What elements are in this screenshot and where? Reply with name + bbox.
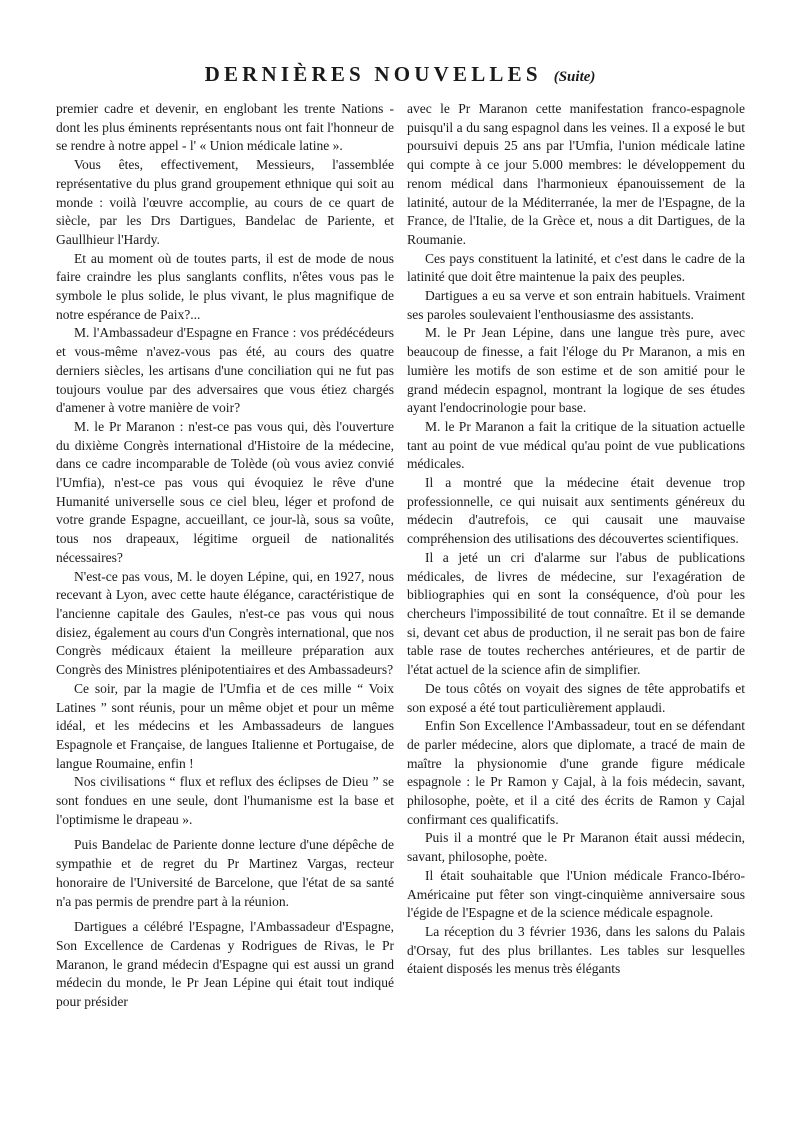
paragraph: M. le Pr Maranon : n'est-ce pas vous qui, dès l'ouverture du dixième Congrès international d'Histoire de la médecine, dans ce cadre incomparable de Tolède (où vous aviez convié l'Umfia), n'est-ce pas vous qui évoquiez le rêve d'une Humanité universelle sous ce ciel bleu, léger et profond de votre grande Espagne, accueillant, ce jour-là, sous sa voûte, tous nos drapeaux, légitime orgueil de nationalités nécessaires?: [56, 418, 394, 565]
paragraph: Puis Bandelac de Pariente donne lecture d'une dépêche de sympathie et de regret du Pr Martinez Vargas, recteur honoraire de l'Université de Barcelone, que l'état de sa santé n'a pas permis de prendre part à la réunion.: [56, 837, 394, 909]
paragraph: M. l'Ambassadeur d'Espagne en France : vos prédécédeurs et vous-même n'avez-vous pas été, au cours des quatre derniers siècles, les artisans d'une conciliation qui ne fut pas toujours voulue par des adversaires que vous étiez chargés d'amener à votre manière de voir?: [56, 325, 394, 416]
paragraph: Il a jeté un cri d'alarme sur l'abus de publications médicales, de livres de médecine, sur l'exagération de bibliographies qui en sont la conséquence, d'où pour les chercheurs l'impossibilité de tout connaître. Et il se demande si, devant cet abus de production, il ne serait pas bon de faire table rase de toutes recherches antérieures, et de partir de l'état actuel de la science afin de simplifier.: [407, 549, 745, 678]
paragraph: avec le Pr Maranon cette manifestation franco-espagnole puisqu'il a du sang espagnol dans les veines. Il a exposé le but poursuivi depuis 25 ans par l'Umfia, l'union médicale latine qui compte à ce jour 5.000 membres: le développement du renom médical dans l'harmonieux épanouissement de la latinité, autour de la Méditerranée, la mer de l'Espagne, de la France, de l'Italie, de la Grèce et, nous a dit Dartigues, de la Roumanie.: [407, 101, 745, 247]
paragraph: N'est-ce pas vous, M. le doyen Lépine, qui, en 1927, nous recevant à Lyon, avec cette haute élégance, caractéristique de l'ancienne capitale des Gaules, n'est-ce pas vous qui nous disiez, également au cours d'un Congrès international, que nos Congrès médicaux étaient la meilleure préparation aux Congrès des Ministres plénipotentiaires et des Ambassadeurs?: [56, 568, 395, 678]
paragraph: Puis il a montré que le Pr Maranon était aussi médecin, savant, philosophe, poète.: [407, 830, 745, 865]
paragraph: premier cadre et devenir, en englobant les trente Nations - dont les plus éminents représentants nous ont fait l'honneur de se rendre à notre appel - l' « Union médicale latine ».: [56, 101, 394, 154]
paragraph: Il était souhaitable que l'Union médicale Franco-Ibéro-Américaine put fêter son vingt-cinquième anniversaire sous l'égide de l'Espagne et de la science médicale espagnole.: [407, 867, 745, 921]
paragraph: Vous êtes, effectivement, Messieurs, l'assemblée représentative du plus grand groupement ethnique qui soit au monde : voilà l'œuvre accomplie, au cours de ce quart de siècle, par les Drs Dartigues, Bandelac de Pariente, et Gaullhieur l'Hardy.: [56, 157, 394, 247]
left-column: [56, 100, 394, 1012]
paragraph: Dartigues a célébré l'Espagne, l'Ambassadeur d'Espagne, Son Excellence de Cardenas y Rodrigues de Rivas, le Pr Maranon, le grand médecin d'Espagne qui est aussi un grand médecin du monde, le Pr Jean Lépine qui était tout indiqué pour présider: [56, 919, 394, 1010]
paragraph: Dartigues a eu sa verve et son entrain habituels. Vraiment ses paroles soulevaient l'enthousiasme des assistants.: [407, 288, 745, 322]
paragraph: M. le Pr Jean Lépine, dans une langue très pure, avec beaucoup de finesse, a fait l'éloge du Pr Maranon, a mis en lumière les motifs de son estime et de son amitié pour le grand médecin espagnol, montrant la logique de ses études ayant l'endocrinologie pour base.: [407, 325, 745, 416]
header-title: DERNIÈRES NOUVELLES: [204, 62, 542, 86]
paragraph: Ce soir, par la magie de l'Umfia et de ces mille “ Voix Latines ” sont réunis, pour un même objet et pour un même idéal, et les médecins et les Ambassadeurs de langues Espagnole et Française, de langues Italienne et Portugaise, de langue Roumaine, enfin !: [56, 680, 394, 771]
paragraph: Ces pays constituent la latinité, et c'est dans le cadre de la latinité que doit être maintenue la paix des peuples.: [407, 250, 745, 285]
paragraph: Et au moment où de toutes parts, il est de mode de nous faire craindre les plus sanglants conflits, n'êtes vous pas le symbole le plus solide, le plus vivant, le plus magnifique de notre espérance de Paix?...: [56, 250, 394, 322]
paragraph: Nos civilisations “ flux et reflux des éclipses de Dieu ” se sont fondues en une seule, dont l'humanisme est la base et l'optimisme le drapeau ».: [56, 774, 394, 827]
header-suite: (Suite): [553, 69, 596, 85]
paragraph: La réception du 3 février 1936, dans les salons du Palais d'Orsay, fut des plus brillantes. Les tables sur lesquelles étaient disposés les menus très élégants: [407, 923, 745, 977]
right-column: [407, 100, 745, 979]
paragraph: Enfin Son Excellence l'Ambassadeur, tout en se défendant de parler médecine, alors que diplomate, a tracé de main de maître la physionomie d'une grande figure médicale espagnole : le Pr Ramon y Cajal, à la fois médecin, savant, philosophe, poète, et il a cité des écrits de Ramon y Cajal confirmant ces qualificatifs.: [407, 718, 745, 827]
paragraph: Il a montré que la médecine était devenue trop professionnelle, ce qui nuisait aux sentiments généreux du médecin d'autrefois, ce qui causait une mauvaise compréhension des utilisations des découvertes scientifiques.: [407, 475, 745, 547]
paragraph: M. le Pr Maranon a fait la critique de la situation actuelle tant au point de vue médical qu'au point de vue publications médicales.: [407, 418, 745, 472]
page-header: [0, 62, 800, 87]
paragraph: De tous côtés on voyait des signes de tête approbatifs et son exposé a été tout particulièrement applaudi.: [407, 680, 745, 715]
